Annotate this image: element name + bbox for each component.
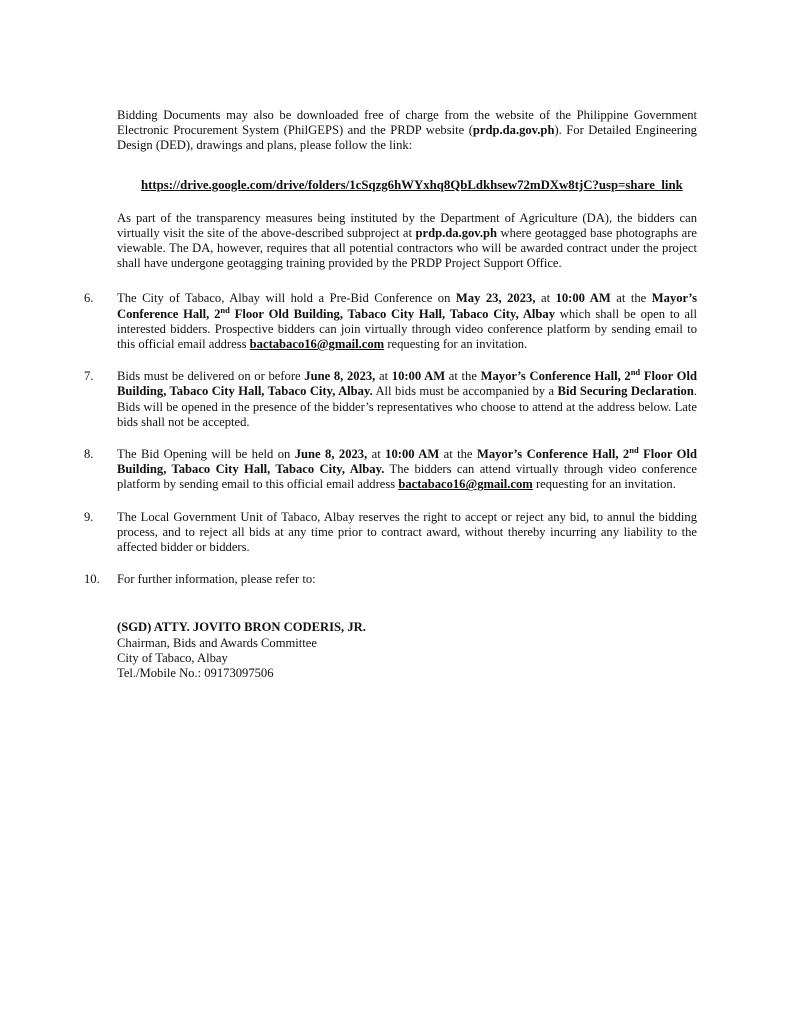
item-text: The Local Government Unit of Tabaco, Albay reserves the right to accept or reject any bid, to annul the bidding process, and to reject all bids at any time prior to contract award, without thereby incurring any liability to the affected bidder or bidders. [117,509,697,555]
signature-block [117,620,697,681]
item-number: 10. [84,572,100,587]
signatory-name: (SGD) ATTY. JOVITO BRON CODERIS, JR. [117,620,366,635]
email-link[interactable]: bactabaco16@gmail.com [398,477,533,492]
item-number: 7. [84,369,94,384]
item-text: Bids must be delivered on or before June 8, 2023, at 10:00 AM at the Mayor’s Conference Hall, 2nd Floor Old Building, Tabaco City Hall, Tabaco City, Albay. All bids must be accompanied by a Bid Securing Declaration. Bids will be opened in the presence of the bidder’s representatives who choose to attend at the address below. Late bids shall not be accepted. [117,367,697,429]
intro-text: Bidding Documents may also be downloaded free of charge from the website of the Philippine Government Electronic Procurement System (PhilGEPS) and the PRDP website ( [117,108,697,138]
document-body [84,108,697,681]
intro-text: ). For Detailed Engineering Design (DED), drawings and plans, please follow the link: [117,123,697,153]
intro-text: As part of the transparency measures being instituted by the Department of Agriculture (DA), the bidders can virtually visit the site of the above-described subproject at [117,210,697,240]
list-item-7 [84,367,697,430]
item-number: 8. [84,447,94,462]
item-number: 6. [84,291,94,306]
item-text: The Bid Opening will be held on June 8, 2023, at 10:00 AM at the Mayor’s Conference Hall, 2nd Floor Old Building, Tabaco City Hall, Tabaco City, Albay. The bidders can attend virtually through video conference platform by sending email to this official email address bactabaco16@gmail.com requesting for an invitation. [117,445,697,492]
drive-link[interactable]: https://drive.google.com/drive/folders/1cSqzg6hWYxhq8QbLdkhsew72mDXw8tjC?usp=share_link [141,177,683,192]
intro-text: where geotagged base photographs are viewable. The DA, however, requires that all potential contractors who will be awarded contract under the project shall have undergone geotagging training provided by the PRDP Project Support Office. [117,225,697,271]
email-link[interactable]: bactabaco16@gmail.com [249,337,385,352]
intro-paragraph-1 [117,108,697,154]
prdp-site-name: prdp.da.gov.ph [415,225,498,240]
list-item-10 [84,572,697,587]
signatory-tel: Tel./Mobile No.: 09173097506 [117,666,274,681]
signatory-org: City of Tabaco, Albay [117,650,228,665]
list-item-6 [84,291,697,352]
prdp-site-name: prdp.da.gov.ph [472,123,555,138]
signatory-title: Chairman, Bids and Awards Committee [117,635,317,650]
item-text: For further information, please refer to: [117,572,316,587]
list-item-8 [84,445,697,493]
item-text: The City of Tabaco, Albay will hold a Pre-Bid Conference on May 23, 2023, at 10:00 AM at the Mayor’s Conference Hall, 2nd Floor Old Building, Tabaco City Hall, Tabaco City, Albay which shall be open to all interested bidders. Prospective bidders can join virtually through video conference platform by sending email to this official email address bactabaco16@gmail.com requesting for an invitation. [117,291,697,352]
item-number: 9. [84,509,94,524]
list-item-9 [84,509,697,556]
intro-paragraph-2 [117,211,697,272]
